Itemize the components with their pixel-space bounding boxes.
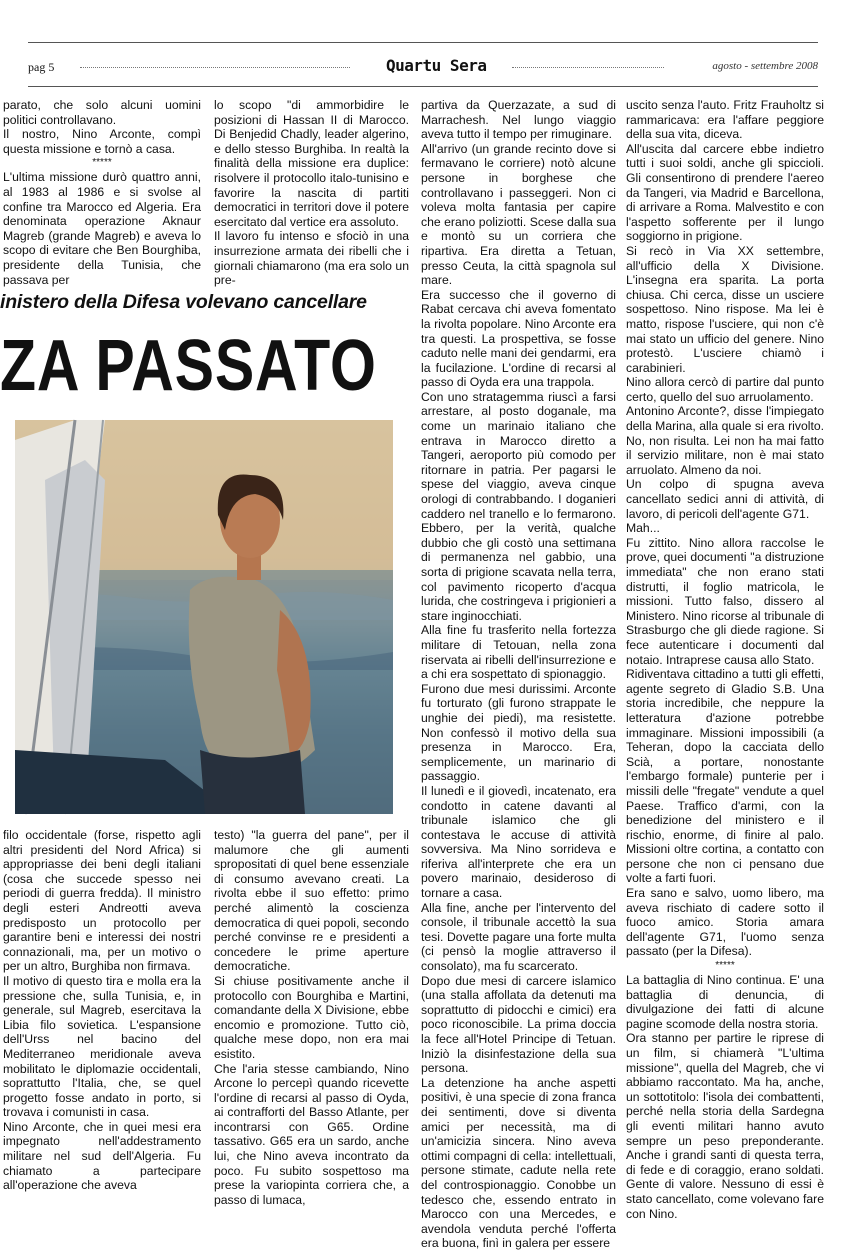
paragraph: L'ultima missione durò quattro anni, al 1983 al 1986 e si svolse al confine tra Marocco ed Algeria. Era denominata operazione Aknaur Magreb (grande Magreb) e aveva lo scopo di evitare che Ben Bourghiba, presidente della Tunisia, che passava per — [3, 170, 201, 287]
paragraph: Si chiuse positivamente anche il protocollo con Bourghiba e Martini, comandante della X Divisione, ebbe encomio e promozione. Tutto ciò, qualche mese dopo, non era mai esistito. — [214, 973, 409, 1061]
paragraph: Il motivo di questo tira e molla era la pressione che, sulla Tunisia, e, in generale, sul Magreb, esercitava la Libia filo sovietica. L'espansione dell'Urss nel bacino del Mediterraneo meridionale aveva mobilitato le diplomazie occidentali, soprattutto l'Italia, che, se quel progetto fosse andato in porto, si trovava i comunisti in casa. — [3, 973, 201, 1120]
column-3 — [421, 98, 616, 1251]
paragraph: Furono due mesi durissimi. Arconte fu torturato (gli furono strappate le unghie dei piedi), ma resistette. Non confessò il motivo della sua presenza in Marocco. Era, semplicemente, un marinario di passaggio. — [421, 681, 616, 784]
paragraph: Il lunedì e il giovedì, incatenato, era condotto in catene davanti al tribunale islamico che gli contestava le accuse di attività sovversiva. Ma Nino sorrideva e riferiva all'interprete che era un povero marinaio, desideroso di tornare a casa. — [421, 783, 616, 901]
header-dotted-line — [512, 67, 664, 68]
paragraph: parato, che solo alcuni uomini politici controllavano. — [3, 98, 201, 127]
paragraph: Era sano e salvo, uomo libero, ma aveva rischiato di cadere sotto il fuoco amico. Storia amara dell'agente G71, l'uomo senza passato (per la Difesa). — [626, 886, 824, 959]
newspaper-title: Quartu Sera — [386, 56, 487, 75]
paragraph: Il nostro, Nino Arconte, compì questa missione e tornò a casa. — [3, 127, 201, 156]
paragraph: All'arrivo (un grande recinto dove si fermavano le corriere) notò alcune persone in borghese che controllavano i passeggeri. Non ci voleva molta fantasia per capire che erano poliziotti. Scese dalla sua e montò su un corriera che ripartiva. Era diretta a Tetuan, presso Ceuta, la città spagnola sul mare. — [421, 141, 616, 288]
paragraph: Mah... — [626, 521, 660, 536]
paragraph: Un colpo di spugna aveva cancellato sedici anni di attività, di lavoro, di pericoli dell'agente G71. — [626, 477, 824, 521]
paragraph: Era successo che il governo di Rabat cercava chi aveva fomentato la rivolta popolare. Nino Arconte era tra questi. La prospettiva, se fosse caduto nelle mani dei gendarmi, era la fucilazione. L'ordine di recarsi al passo di Oyda era una trappola. — [421, 287, 616, 390]
paragraph: Si recò in Via XX settembre, all'ufficio della X Divisione. L'insegna era sparita. La porta chiusa. Chi cerca, disse un usciere sospettoso. Nino rispose. Ma lei è matto, rispose l'usciere, qui non c'è mai stato un ufficio del genere. Nino protestò. L'usciere chiamò i carabinieri. — [626, 243, 824, 375]
paragraph: partiva da Querzazate, a sud di Marrachesh. Nel lungo viaggio aveva tutto il tempo per rimuginare. — [421, 98, 616, 142]
column-4 — [626, 98, 824, 1221]
column-1-top — [3, 98, 201, 287]
paragraph: uscito senza l'auto. Fritz Frauholtz si rammaricava: era l'affare peggiore della sua vita, diceva. — [626, 98, 824, 142]
column-2-bottom — [214, 828, 409, 1207]
section-separator: ***** — [715, 960, 735, 972]
paragraph: La battaglia di Nino continua. E' una battaglia di denuncia, di divulgazione dei fatti di alcune pagine scomode della nostra storia. — [626, 973, 824, 1031]
header-dotted-line — [80, 67, 350, 68]
paragraph: Nino Arconte, che in quei mesi era impegnato nell'addestramento militare nel sud dell'Algeria. Fu chiamato a partecipare all'operazione che aveva — [3, 1119, 201, 1193]
page-number: pag 5 — [28, 60, 55, 74]
paragraph: Nino allora cercò di partire dal punto certo, quello del suo arruolamento. — [626, 375, 824, 404]
header-rule — [28, 86, 818, 87]
paragraph: Ridiventava cittadino a tutti gli effetti, agente segreto di Gladio S.B. Una storia incredibile, che neppure la letteratura d'azione potrebbe immaginare. Missioni impossibili (a Teheran, dopo la cacciata dello Scià, a portare, nonostante l'embargo formale) punterie per i missili delle "fregate" vendute a quel Paese. Traffico d'armi, con la benedizione del ministero e il rischio, enorme, di finire al palo. Missioni oltre cortina, a contatto con persone che non ci pensano due volte a farti fuori. — [626, 667, 824, 886]
article-subheadline: inistero della Difesa volevano cancellare — [0, 291, 367, 313]
paragraph: testo) "la guerra del pane", per il malumore che gli aumenti spropositati di quel bene essenziale di consumo avevano creati. La rivolta ebbe il suo effetto: primo perché alimentò la coscienza democratica di quei popoli, secondo perché convinse re e presidenti a concedere le prime aperture democratiche. — [214, 828, 409, 974]
paragraph: La detenzione ha anche aspetti positivi, è una specie di zona franca dei sentimenti, dove si diventa amici per necessità, ma di un'amicizia sincera. Nino aveva ottimi compagni di cella: intellettuali, persone stimate, cadute nella rete del controspionaggio. Conobbe un tedesco che, essendo entrato in Marocco con una Mercedes, e avendola venduta perché l'offerta era buona, finì in galera per essere — [421, 1075, 616, 1251]
page-header — [28, 58, 818, 80]
paragraph: Il lavoro fu intenso e sfociò in una insurrezione armata dei ribelli che i giornali chiamarono (ma era solo un pre- — [214, 229, 409, 288]
portrait-photo — [15, 420, 393, 814]
top-rule — [28, 42, 818, 43]
paragraph: Che l'aria stesse cambiando, Nino Arcone lo percepì quando ricevette l'ordine di recarsi al passo di Oyda, ai contrafforti del Basso Atlante, per incontrarsi con G65. Ordine tassativo. G65 era un sardo, anche lui, che Nino aveva incontrato da poco. Fu subito sospettoso ma prese la variopinta corriera che, a passo di lumaca, — [214, 1061, 409, 1207]
paragraph: filo occidentale (forse, rispetto agli altri presidenti del Nord Africa) si appropriasse dei beni degli italiani (cosa che succede spesso nei periodi di guerra fredda). Il ministro degli esteri Andreotti aveva predisposto un protocollo per garantire beni e interessi dei nostri connazionali, ma, per un motivo o per un altro, Burghiba non firmava. — [3, 828, 201, 974]
article-headline: ZA PASSATO — [0, 326, 377, 406]
photo-illustration — [15, 420, 393, 814]
issue-date: agosto - settembre 2008 — [712, 60, 818, 72]
paragraph: Dopo due mesi di carcere islamico (una stalla affollata da detenuti ma soprattutto di pidocchi e cimici) era poco riconoscibile. La prima doccia la fece all'Hotel Principe di Tetuan. Iniziò la disinfestazione della sua persona. — [421, 973, 616, 1076]
paragraph: Ora stanno per partire le riprese di un film, si chiamerà "L'ultima missione", quella del Magreb, che vi abbiamo raccontato. Ma ha, anche, un sottotitolo: l'isola dei combattenti, perché nella storia della Sardegna gli eventi militari hanno avuto sempre un peso preponderante. Anche i grandi santi di questa terra, di fede e di coraggio, erano soldati. Gente di valore. Nessuno di essi è stato cancellato, come volevano fare con Nino. — [626, 1031, 824, 1221]
paragraph: Fu zittito. Nino allora raccolse le prove, quei documenti "a distruzione immediata" che non erano stati distrutti, il foglio matricola, le missioni. Tutto falso, dissero al Ministero. Nino ricorse al tribunale di Strasburgo che gli diede ragione. Si fece autenticare i documenti dal notaio. Intraprese causa allo Stato. — [626, 535, 824, 667]
paragraph: Antonino Arconte?, disse l'impiegato della Marina, alla quale si era rivolto. No, non risulta. Lei non ha mai fatto il servizio militare, non è mai stato arruolato. Almeno da noi. — [626, 404, 824, 477]
section-separator: ***** — [92, 157, 112, 169]
paragraph: Alla fine fu trasferito nella fortezza militare di Tetouan, nella zona riservata ai ribelli dell'insurrezione e a chi era sospettato di spionaggio. — [421, 623, 616, 682]
column-2-top — [214, 98, 409, 288]
paragraph: lo scopo "di ammorbidire le posizioni di Hassan II di Marocco. Di Benjedid Chadly, leader algerino, e dello stesso Burghiba. In realtà la finalità della missione era duplice: risolvere il protocollo italo-tunisino e favorire la nascita di partiti democratici in territori dove il potere esercitato dal vertice era assoluto. — [214, 98, 409, 229]
paragraph: Alla fine, anche per l'intervento del console, il tribunale accettò la sua tesi. Dovette pagare una forte multa (ci pensò la moglie attraverso il consolato), ma fu scarcerato. — [421, 900, 616, 974]
paragraph: Con uno stratagemma riuscì a farsi arrestare, al posto doganale, ma come un marinaio italiano che entrava in Marocco diretto a Tangeri, aeroporto più comodo per ritornare in patria. Per pagarsi le spese del viaggio, aveva cinque orologi di contrabbando. I doganieri caddero nel tranello e lo fermarono. Ebbero, per la verità, qualche dubbio che gli costò una settimana di permanenza nel gabbio, una sorta di prigione scavata nella terra, col pavimento ricoperto d'acqua lurida, che costringeva i prigionieri a stare inginocchiati. — [421, 389, 616, 623]
column-1-bottom — [3, 828, 201, 1193]
paragraph: All'uscita dal carcere ebbe indietro tutti i suoi soldi, anche gli spiccioli. Gli consentirono di prendere l'aereo da Tangeri, via Madrid e Barcellona, di arrivare a Roma. Malvestito e con l'aspetto sofferente per il lungo soggiorno in prigione. — [626, 141, 824, 244]
